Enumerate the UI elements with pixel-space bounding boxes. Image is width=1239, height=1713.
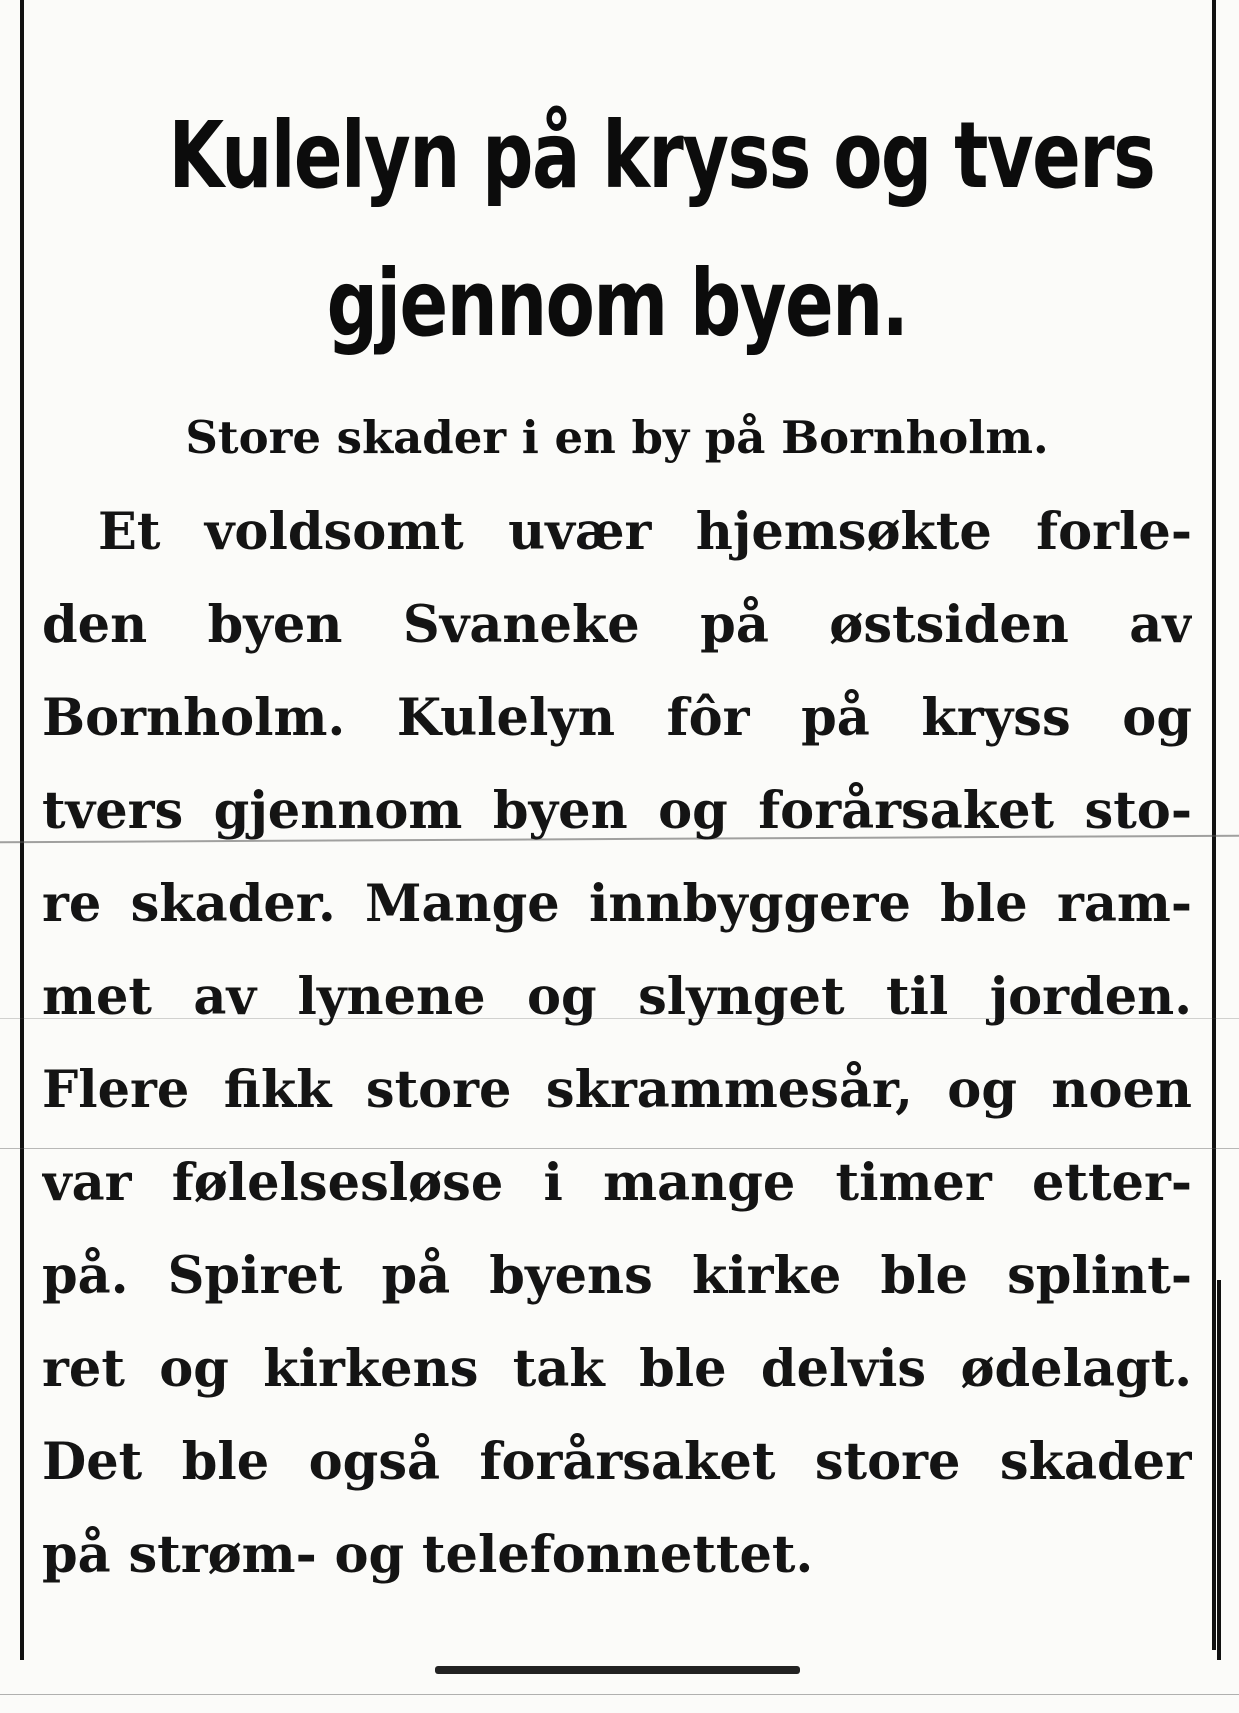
body-line: den byen Svaneke på østsiden av <box>42 595 1192 655</box>
body-line: på strøm- og telefonnettet. <box>42 1525 814 1585</box>
body-line: met av lynene og slynget til jorden. <box>42 967 1192 1027</box>
body-line: Flere fikk store skrammesår, og noen <box>42 1060 1192 1120</box>
headline-line: Kulelyn på kryss og tvers <box>168 102 1155 209</box>
body-line: Det ble også forårsaket store skader <box>42 1432 1192 1492</box>
page-edge-line <box>0 1694 1239 1695</box>
headline <box>168 82 1155 378</box>
column-rule-left <box>20 0 24 1660</box>
column-rule-right <box>1212 0 1216 1650</box>
article <box>42 82 1192 1602</box>
headline-line: gjennom byen. <box>326 250 908 357</box>
article-body <box>42 486 1192 1602</box>
body-line: Et voldsomt uvær hjemsøkte forle- <box>98 502 1192 562</box>
body-line: tvers gjennom byen og forårsaket sto- <box>42 781 1192 841</box>
body-line: var følelsesløse i mange timer etter- <box>42 1153 1192 1213</box>
body-line: Bornholm. Kulelyn fôr på kryss og <box>42 688 1192 748</box>
body-line: ret og kirkens tak ble delvis ødelagt. <box>42 1339 1192 1399</box>
subheadline: Store skader i en by på Bornholm. <box>185 411 1049 464</box>
end-of-article-rule <box>435 1666 800 1674</box>
column-rule-right-lower <box>1217 1280 1221 1660</box>
body-line: på. Spiret på byens kirke ble splint- <box>42 1246 1192 1306</box>
body-line: re skader. Mange innbyggere ble ram- <box>42 874 1192 934</box>
